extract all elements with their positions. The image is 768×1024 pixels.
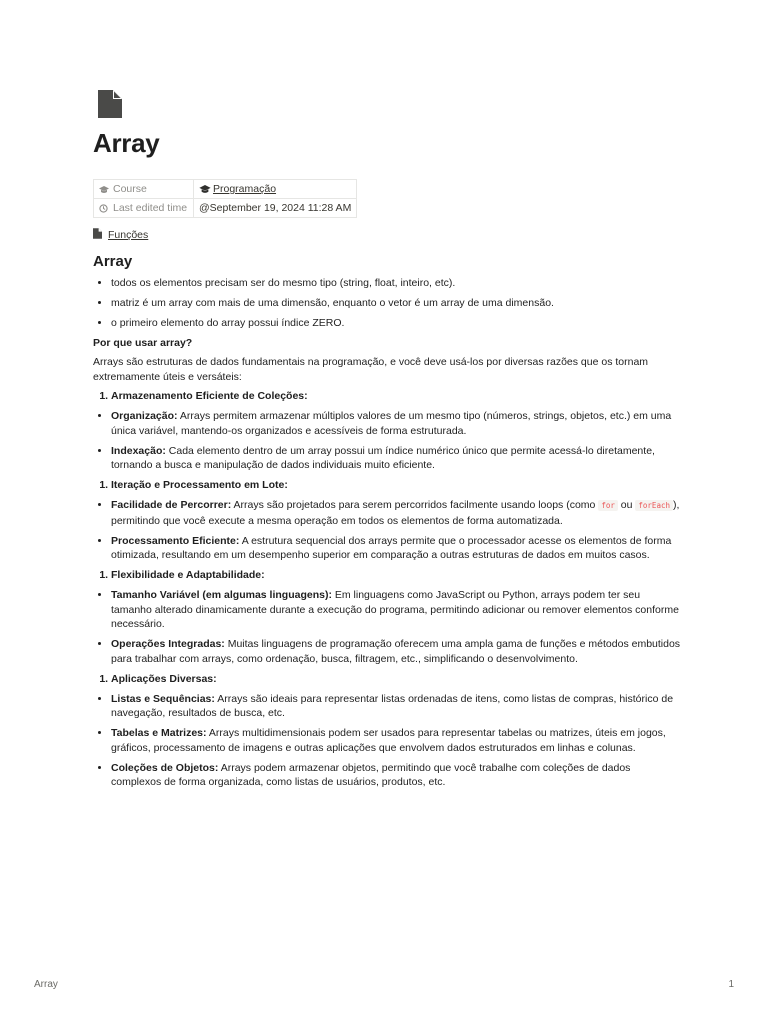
clock-icon <box>99 203 110 213</box>
group-items <box>93 588 683 666</box>
property-value[interactable] <box>194 180 357 199</box>
page-content <box>93 255 683 795</box>
last-edited-value: @September 19, 2024 11:28 AM <box>194 199 357 218</box>
page-title: Array <box>93 128 160 158</box>
numbered-list <box>93 568 683 583</box>
group-title: 1. Iteração e Processamento em Lote: <box>111 478 683 493</box>
list-item <box>111 409 683 438</box>
document-icon <box>93 228 108 242</box>
property-key-label: Last edited time <box>113 202 188 214</box>
item-text: A estrutura sequencial dos arrays permite que o processador acesse os elementos de forma otimizada, resultando em um desempenho superior em comparação a outras estruturas de dados em muitos casos. <box>111 534 672 561</box>
graduation-cap-icon <box>199 184 210 194</box>
item-text: ), permitindo que você execute a mesma operação em todos os elementos de forma automatizada. <box>111 499 680 527</box>
course-link[interactable]: Programação <box>213 183 277 195</box>
why-heading: Por que usar array? <box>93 336 193 349</box>
item-text: Cada elemento dentro de um array possui um índice numérico único que permite acessá-lo diretamente, tornando a busca e manipulação de dados individuais muito eficiente. <box>111 444 655 471</box>
section-heading: Array <box>93 253 133 270</box>
list-item <box>111 726 683 755</box>
property-row-course <box>94 180 357 199</box>
group-items <box>93 692 683 790</box>
document-icon <box>98 90 124 120</box>
footer-title: Array <box>34 979 58 990</box>
page-number: 1 <box>728 979 734 990</box>
item-term: Organização: <box>111 410 178 422</box>
numbered-list <box>93 672 683 687</box>
linked-page-funcoes[interactable] <box>93 228 148 242</box>
item-text: Arrays são projetados para serem percorridos facilmente usando loops (como <box>231 499 599 511</box>
group-title: 1. Armazenamento Eficiente de Coleções: <box>111 389 683 404</box>
list-item <box>111 692 683 721</box>
item-text: Arrays podem armazenar objetos, permitindo que você trabalhe com coleções de dados complexos de forma organizada, como listas de usuários, produtos, etc. <box>111 761 631 788</box>
group-title: 1. Flexibilidade e Adaptabilidade: <box>111 568 683 583</box>
list-item: • todos os elementos precisam ser do mesmo tipo (string, float, inteiro, etc). <box>111 276 683 291</box>
item-text: Muitas linguagens de programação oferecem uma ampla gama de funções e métodos embutidos para trabalhar com arrays, como ordenação, busca, filtragem, etc., simplificando o desenvolvimento. <box>111 638 681 665</box>
item-text: Arrays são ideais para representar listas ordenadas de itens, como listas de compras, histórico de navegação, resultados de busca, etc. <box>111 692 674 719</box>
item-term: Operações Integradas: <box>111 638 225 650</box>
intro-bullets <box>93 276 683 331</box>
list-item <box>111 588 683 632</box>
list-item <box>111 761 683 790</box>
property-key <box>94 199 194 218</box>
properties-table <box>93 179 357 218</box>
item-term: Processamento Eficiente: <box>111 534 240 547</box>
item-term: Indexação: <box>111 444 166 457</box>
group-items <box>93 498 683 563</box>
item-term: Coleções de Objetos: <box>111 761 219 774</box>
graduation-cap-icon <box>99 184 110 194</box>
linked-page-label[interactable]: Funções <box>108 229 149 241</box>
numbered-list <box>93 389 683 404</box>
group-title: 1. Aplicações Diversas: <box>111 672 683 687</box>
item-text: Arrays permitem armazenar múltiplos valores de um mesmo tipo (números, strings, objetos, etc.) em uma única variável, mantendo-os organizados e acessíveis de forma estruturada. <box>111 410 672 437</box>
item-term: Facilidade de Percorrer: <box>111 499 232 511</box>
item-term: Tabelas e Matrizes: <box>111 727 207 739</box>
numbered-list <box>93 478 683 493</box>
list-item: • o primeiro elemento do array possui índice ZERO. <box>111 316 683 331</box>
list-item <box>111 498 683 528</box>
property-key <box>94 180 194 199</box>
property-row-last-edited <box>94 199 357 218</box>
item-term: Listas e Sequências: <box>111 692 215 705</box>
item-text: Em linguagens como JavaScript ou Python, arrays podem ter seu tamanho alterado dinamicamente durante a execução do programa, permitindo adicionar ou remover elementos conforme necessário. <box>111 589 679 630</box>
group-items <box>93 409 683 473</box>
inline-code: for <box>598 500 618 511</box>
inline-code: forEach <box>635 500 673 511</box>
list-item <box>111 637 683 666</box>
item-term: Tamanho Variável (em algumas linguagens): <box>111 589 332 601</box>
property-key-label: Course <box>113 183 147 195</box>
list-item: • matriz é um array com mais de uma dimensão, enquanto o vetor é um array de uma dimensão. <box>111 296 683 311</box>
list-item <box>111 444 683 473</box>
list-item <box>111 534 683 563</box>
item-text: ou <box>617 499 636 511</box>
item-text: Arrays multidimensionais podem ser usados para representar tabelas ou matrizes, úteis em jogos, gráficos, processamento de imagens e outras aplicações que envolvem dados estruturados em linhas e colunas. <box>111 727 666 754</box>
intro-paragraph: Arrays são estruturas de dados fundamentais na programação, e você deve usá-los por diversas razões que os tornam extremamente úteis e versáteis: <box>93 356 649 383</box>
